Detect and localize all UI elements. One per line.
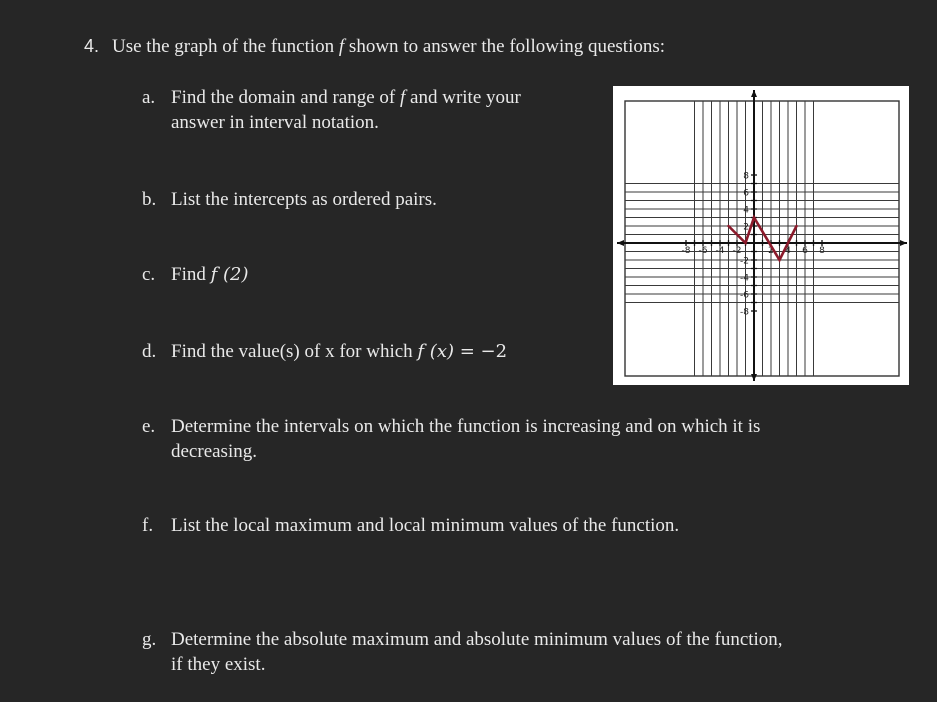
part-a-line1-after: and write your (405, 87, 521, 108)
part-f-letter: f. (142, 515, 154, 536)
part-g (142, 627, 783, 677)
part-a-function-name: f (400, 87, 406, 108)
part-c (142, 262, 249, 287)
x-tick-label: 6 (802, 246, 808, 256)
question-text-before: Use the graph of the function (112, 36, 339, 57)
part-e-line1: Determine the intervals on which the function is increasing and on which it is (171, 416, 761, 437)
part-d-math-fx: f (x) (417, 341, 455, 362)
question-title (84, 36, 665, 58)
part-e-line2: decreasing. (171, 441, 257, 462)
part-d (142, 339, 507, 364)
part-b (142, 187, 437, 212)
y-tick-label: 6 (743, 188, 749, 199)
part-e (142, 414, 760, 464)
part-b-letter: b. (142, 189, 157, 210)
y-tick-label: 2 (743, 222, 749, 233)
part-f-text: List the local maximum and local minimum values of the function. (171, 515, 680, 536)
y-tick-label: 8 (743, 171, 749, 182)
x-tick-label: -4 (715, 246, 725, 256)
x-tick-label: 8 (819, 246, 825, 256)
x-tick-label: 4 (785, 246, 791, 256)
part-a (142, 85, 582, 135)
question-function-name: f (338, 36, 345, 57)
x-tick-label: -6 (698, 246, 708, 256)
y-tick-label: -4 (740, 273, 749, 284)
part-g-letter: g. (142, 629, 157, 650)
part-d-letter: d. (142, 341, 157, 362)
part-g-line2: if they exist. (171, 654, 266, 675)
part-b-text: List the intercepts as ordered pairs. (171, 189, 437, 210)
part-e-letter: e. (142, 416, 156, 437)
x-axis-arrow-left (617, 240, 624, 246)
part-c-text: Find (171, 264, 211, 285)
part-a-letter: a. (142, 87, 156, 108)
part-d-text: Find the value(s) of x for which (171, 341, 418, 362)
y-tick-label: -8 (740, 307, 749, 318)
part-c-letter: c. (142, 264, 156, 285)
y-axis-arrow-down (751, 374, 757, 381)
y-tick-label: 4 (743, 205, 749, 216)
graph-svg (613, 86, 909, 385)
function-graph (613, 86, 909, 385)
part-c-math: f (2) (210, 264, 249, 285)
x-tick-label: -8 (681, 246, 691, 256)
question-number: 4. (84, 36, 100, 56)
part-a-line1-before: Find the domain and range of (171, 87, 401, 108)
question-text-after: shown to answer the following questions: (344, 36, 666, 57)
x-axis-arrow (900, 240, 907, 246)
y-axis-arrow (751, 90, 757, 97)
part-d-math-rhs: = −2 (454, 341, 508, 362)
y-tick-label: -6 (740, 290, 749, 301)
x-tick-label: -2 (732, 246, 742, 256)
part-g-line1: Determine the absolute maximum and absolute minimum values of the function, (171, 629, 783, 650)
part-f (142, 513, 679, 538)
y-tick-label: -2 (740, 256, 749, 267)
x-tick-label: 2 (768, 246, 774, 256)
part-a-line2: answer in interval notation. (171, 112, 379, 133)
